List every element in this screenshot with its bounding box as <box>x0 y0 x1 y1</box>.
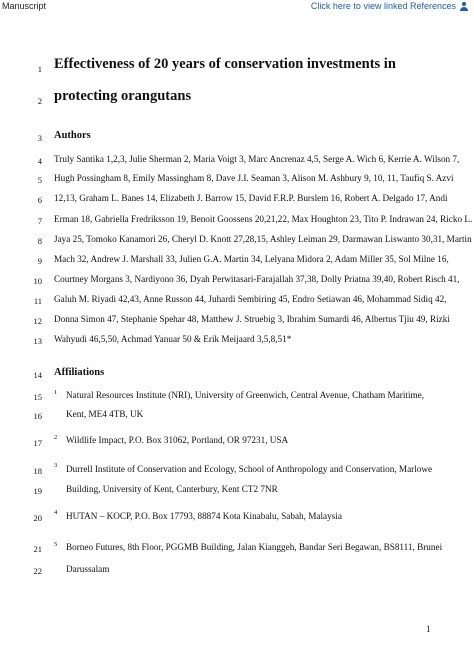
authors-heading: Authors <box>54 130 91 141</box>
line-number: 20 <box>33 513 42 523</box>
line-number: 4 <box>37 156 42 166</box>
line-number: 10 <box>33 276 42 286</box>
line-number: 6 <box>37 195 42 205</box>
affiliations-heading: Affiliations <box>54 367 105 378</box>
affiliation-line: Building, University of Kent, Canterbury, Kent CT2 7NR <box>66 484 278 494</box>
author-line: Erman 18, Gabriella Fredriksson 19, Benoit Goossens 20,21,22, Max Houghton 23, Tito P. Indrawan 24, Ricko L. <box>54 214 473 224</box>
manuscript-label: Manuscript <box>2 1 47 11</box>
line-number: 15 <box>33 392 42 402</box>
line-number: 18 <box>33 466 42 476</box>
author-line: Hugh Possingham 8, Emily Massingham 8, Dave J.I. Seaman 3, Alison M. Ashbury 9, 10, 11, Taufiq S. Azvi <box>54 173 454 183</box>
author-line: Jaya 25, Tomoko Kanamori 26, Cheryl D. Knott 27,28,15, Ashley Leiman 29, Darmawan Liswanto 30,31, Martin <box>54 234 472 244</box>
linked-references-link[interactable] <box>311 1 468 11</box>
affiliation-number: 1 <box>54 389 58 396</box>
author-line: Mach 32, Andrew J. Marshall 33, Julien G.A. Martin 34, Lelyana Midora 2, Adam Miller 35, Sol Milne 16, <box>54 254 449 264</box>
author-line: Galuh M. Riyadi 42,43, Anne Russon 44, Juhardi Sembiring 45, Endro Setiawan 46, Mohammad Sidiq 42, <box>54 294 447 304</box>
author-line: Truly Santika 1,2,3, Julie Sherman 2, Maria Voigt 3, Marc Ancrenaz 4,5, Serge A. Wich 6, Kerrie A. Wilson 7, <box>54 154 460 164</box>
affiliation-line: Darussalam <box>66 564 110 574</box>
page-number: 1 <box>426 624 431 634</box>
affiliation-number: 3 <box>54 462 58 469</box>
paper-title-line-2: protecting orangutans <box>54 88 192 104</box>
line-number: 19 <box>33 486 42 496</box>
affiliation-number: 5 <box>54 541 58 548</box>
line-number: 5 <box>37 175 42 185</box>
line-number: 13 <box>33 336 42 346</box>
person-icon[interactable] <box>460 2 468 11</box>
paper-title-line-1: Effectiveness of 20 years of conservation investments in <box>54 56 396 72</box>
line-number: 9 <box>37 256 42 266</box>
viewer-header <box>0 0 474 13</box>
affiliation-line: HUTAN – KOCP, P.O. Box 17793, 88874 Kota Kinabalu, Sabah, Malaysia <box>66 511 342 521</box>
affiliation-line: Kent, ME4 4TB, UK <box>66 409 144 419</box>
line-number: 12 <box>33 316 42 326</box>
author-line: Donna Simon 47, Stephanie Spehar 48, Matthew J. Struebig 3, Ibrahim Sumardi 46, Albertus Tjiu 49, Rizki <box>54 314 450 324</box>
line-number: 17 <box>33 438 42 448</box>
affiliation-line: Natural Resources Institute (NRI), University of Greenwich, Central Avenue, Chatham Maritime, <box>66 390 425 400</box>
line-number: 14 <box>33 370 42 380</box>
affiliation-line: Wildlife Impact, P.O. Box 31062, Portland, OR 97231, USA <box>66 435 289 445</box>
line-number: 2 <box>37 96 42 106</box>
author-line: Wahyudi 46,5,50, Achmad Yanuar 50 & Erik Meijaard 3,5,8,51* <box>54 334 292 344</box>
line-number: 7 <box>37 216 42 226</box>
line-number: 16 <box>33 411 42 421</box>
affiliation-number: 4 <box>54 509 58 516</box>
line-number: 11 <box>33 296 42 306</box>
line-number: 21 <box>33 544 42 554</box>
line-number: 3 <box>37 133 42 143</box>
author-line: 12,13, Graham L. Banes 14, Elizabeth J. Barrow 15, David F.R.P. Burslem 16, Robert A. Delgado 17, Andi <box>54 193 448 203</box>
affiliation-line: Durrell Institute of Conservation and Ecology, School of Anthropology and Conservation, Marlowe <box>66 464 433 474</box>
linked-references-text[interactable]: Click here to view linked References <box>310 1 456 11</box>
line-number: 8 <box>37 236 42 246</box>
line-number: 1 <box>37 64 42 74</box>
affiliation-line: Borneo Futures, 8th Floor, PGGMB Building, Jalan Kianggeh, Bandar Seri Begawan, BS8111, Brunei <box>66 542 443 552</box>
line-number: 22 <box>33 566 42 576</box>
affiliation-number: 2 <box>54 434 58 441</box>
author-line: Courtney Morgans 3, Nardiyono 36, Dyah Perwitasari-Farajallah 37,38, Dolly Priatna 39,40, Robert Risch 41, <box>54 274 460 284</box>
